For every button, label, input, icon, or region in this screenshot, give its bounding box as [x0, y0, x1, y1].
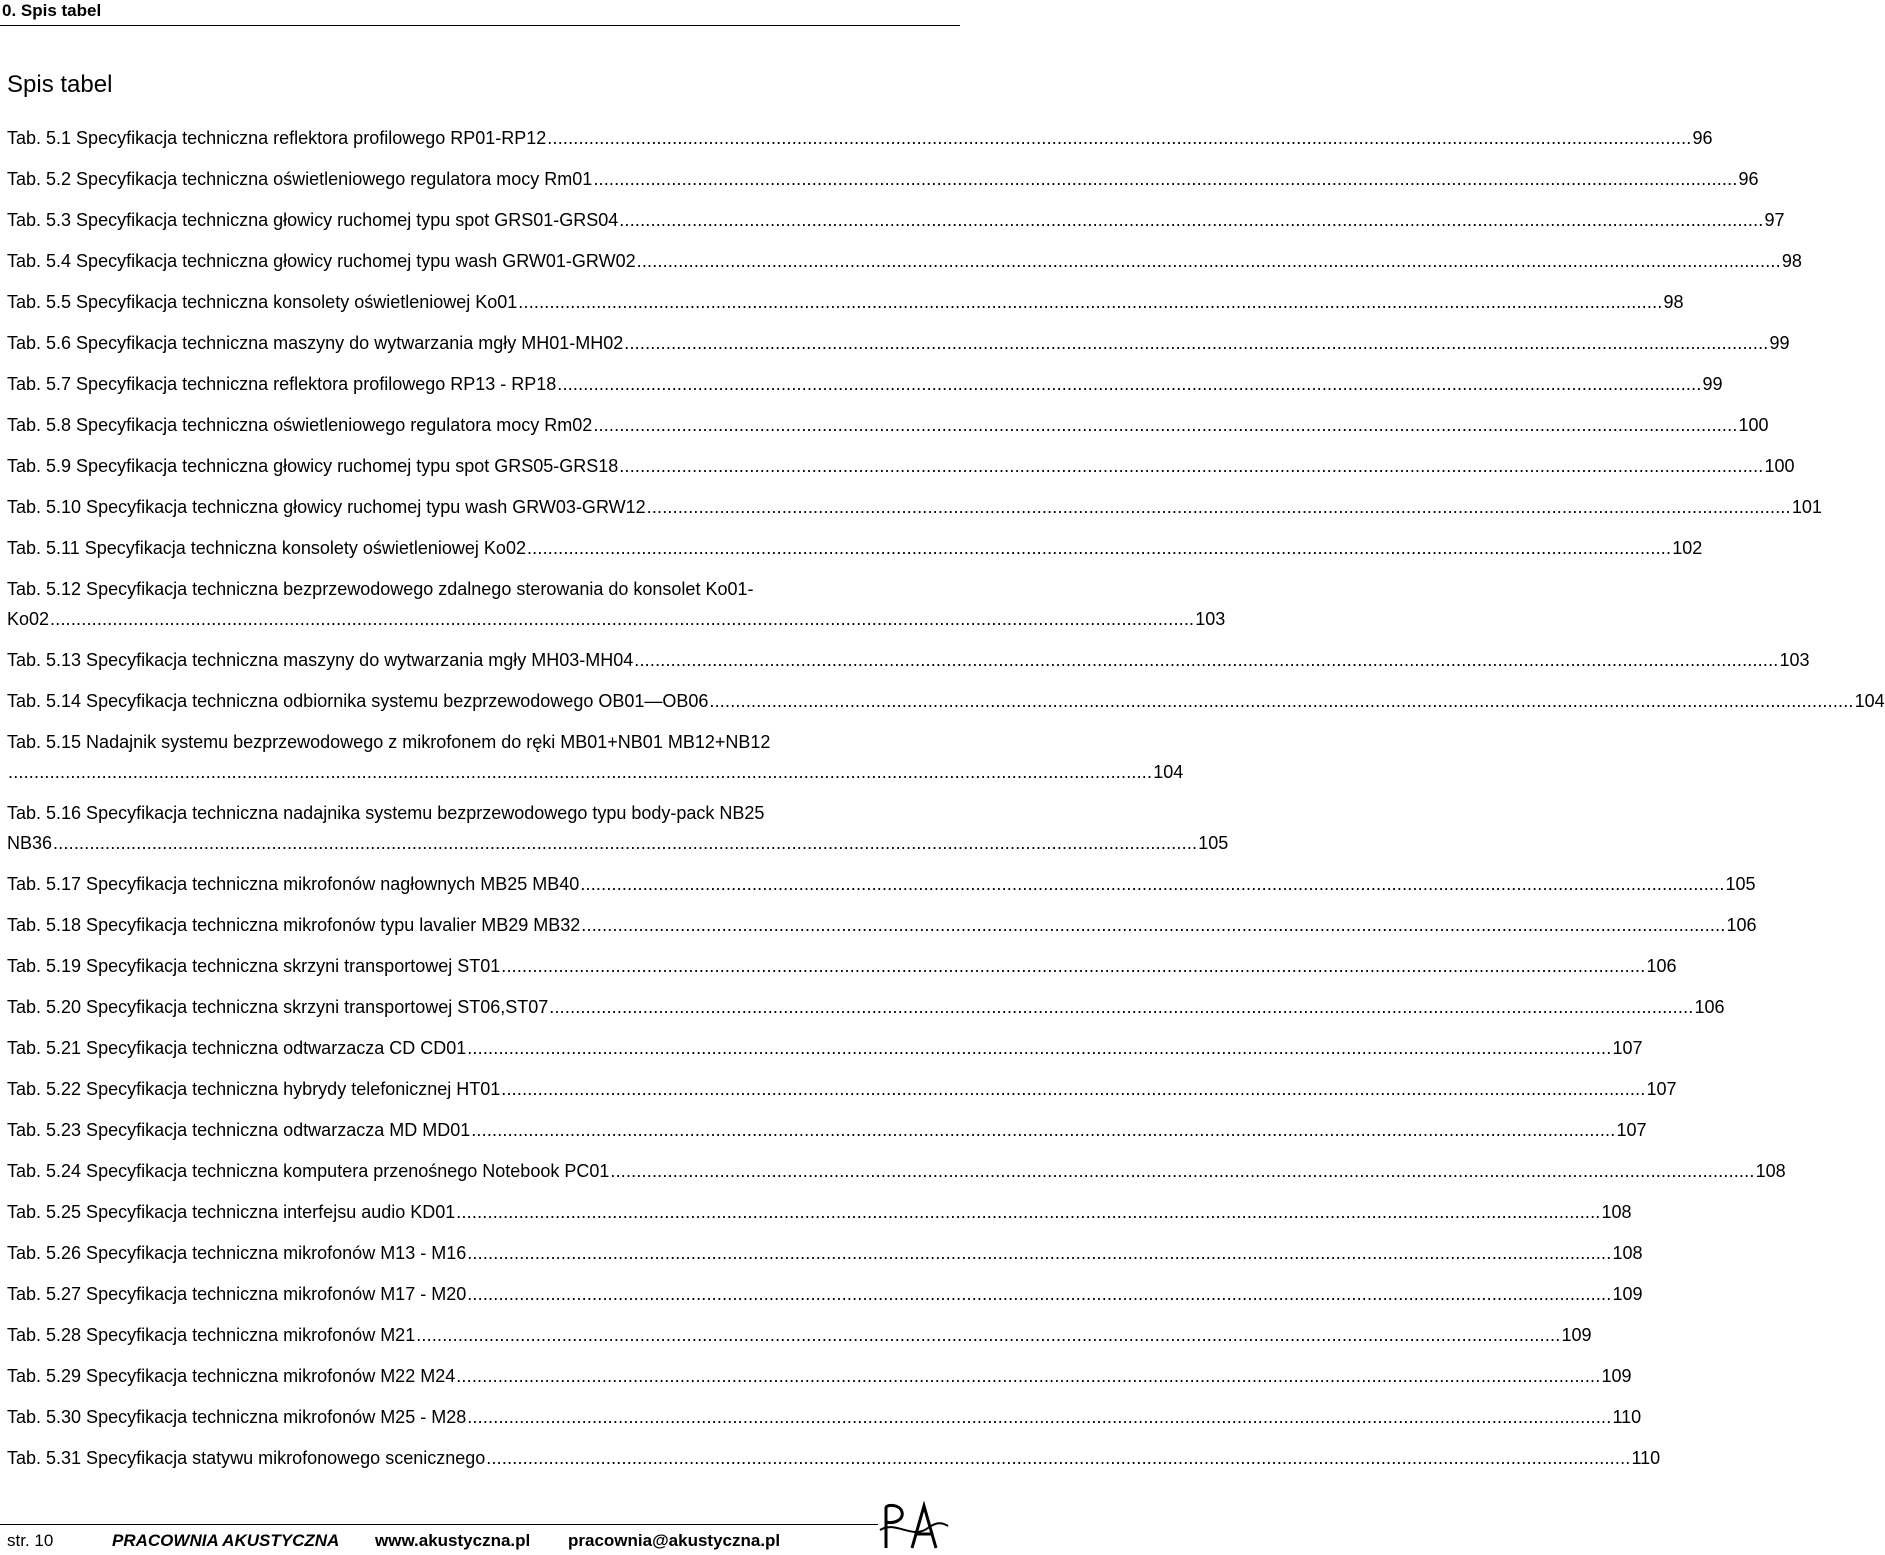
toc-page-number: 107 — [1646, 1079, 1677, 1099]
toc-page-number: 106 — [1646, 956, 1677, 976]
footer-page-number: str. 10 — [7, 1531, 54, 1550]
toc-entry-text: Tab. 5.16 Specyfikacja techniczna nadajnika systemu bezprzewodowego typu body-pack NB25 — [7, 803, 765, 823]
toc-entry-text: Tab. 5.14 Specyfikacja techniczna odbiornika systemu bezprzewodowego OB01—OB06 — [7, 691, 709, 711]
toc-entry[interactable] — [7, 126, 1713, 150]
toc-entry[interactable] — [7, 648, 1810, 672]
toc-entry-text: Tab. 5.12 Specyfikacja techniczna bezprzewodowego zdalnego sterowania do konsolet Ko01- — [7, 579, 754, 599]
toc-entry[interactable] — [7, 1323, 1592, 1347]
toc-entry-text: Tab. 5.8 Specyfikacja techniczna oświetleniowego regulatora mocy Rm02 — [7, 415, 593, 435]
toc-entry-continuation[interactable] — [7, 760, 1184, 784]
toc-page-number: 104 — [1854, 691, 1885, 711]
toc-page-number: 97 — [1764, 210, 1785, 230]
toc-entry[interactable] — [7, 413, 1769, 437]
toc-entry[interactable] — [7, 208, 1785, 232]
toc-entry[interactable] — [7, 331, 1790, 355]
toc-leader-dots: ............................................................................................................................................................................................................................ — [547, 128, 1692, 148]
toc-entry[interactable] — [7, 1200, 1632, 1224]
page-title: Spis tabel — [7, 71, 113, 98]
toc-entry[interactable] — [7, 1446, 1661, 1470]
toc-page-number: 110 — [1612, 1407, 1642, 1427]
toc-leader-dots: ............................................................................................................................................................................................................................ — [456, 1366, 1601, 1386]
toc-entry-line[interactable] — [7, 730, 948, 754]
toc-leader-dots: ............................................................................................................................................................................................................................ — [467, 1284, 1612, 1304]
toc-entry-text: Tab. 5.17 Specyfikacja techniczna mikrofonów nagłownych MB25 MB40 — [7, 874, 580, 894]
toc-leader-dots: ............................................................................................................................................................................................................................ — [580, 874, 1725, 894]
toc-page-number: 103 — [1779, 650, 1810, 670]
toc-entry[interactable] — [7, 1241, 1643, 1265]
toc-page-number: 100 — [1764, 456, 1795, 476]
footer-email: pracownia@akustyczna.pl — [568, 1531, 781, 1550]
toc-leader-dots: ............................................................................................................................................................................................................................ — [53, 833, 1198, 853]
toc-entry-text: Tab. 5.11 Specyfikacja techniczna konsolety oświetleniowej Ko02 — [7, 538, 526, 558]
toc-page-number: 98 — [1663, 292, 1684, 312]
toc-leader-dots: ............................................................................................................................................................................................................................ — [467, 1038, 1612, 1058]
toc-page-number: 107 — [1612, 1038, 1643, 1058]
toc-entry[interactable] — [7, 1405, 1642, 1429]
toc-entry[interactable] — [7, 995, 1725, 1019]
toc-entry-text: Tab. 5.25 Specyfikacja techniczna interfejsu audio KD01 — [7, 1202, 456, 1222]
toc-leader-dots: ............................................................................................................................................................................................................................ — [557, 374, 1702, 394]
footer-company: PRACOWNIA AKUSTYCZNA — [112, 1531, 340, 1550]
toc-entry[interactable] — [7, 372, 1723, 396]
toc-page-number: 99 — [1702, 374, 1723, 394]
toc-leader-dots: ............................................................................................................................................................................................................................ — [518, 292, 1663, 312]
toc-page-number: 96 — [1692, 128, 1713, 148]
page-header — [0, 0, 960, 26]
toc-leader-dots: ............................................................................................................................................................................................................................ — [619, 210, 1764, 230]
toc-page-number: 108 — [1612, 1243, 1643, 1263]
toc-entry[interactable] — [7, 249, 1802, 273]
toc-leader-dots: ............................................................................................................................................................................................................................ — [526, 538, 1672, 558]
toc-leader-dots: ............................................................................................................................................................................................................................ — [593, 169, 1738, 189]
toc-entry-text: Tab. 5.24 Specyfikacja techniczna komputera przenośnego Notebook PC01 — [7, 1161, 610, 1181]
toc-entry[interactable] — [7, 495, 1822, 519]
toc-entry-text: Tab. 5.22 Specyfikacja techniczna hybrydy telefonicznej HT01 — [7, 1079, 501, 1099]
toc-entry-text: Tab. 5.31 Specyfikacja statywu mikrofonowego scenicznego — [7, 1448, 486, 1468]
toc-leader-dots: ............................................................................................................................................................................................................................ — [646, 497, 1791, 517]
toc-page-number: 100 — [1738, 415, 1769, 435]
toc-leader-dots: ............................................................................................................................................................................................................................ — [549, 997, 1694, 1017]
toc-entry-line[interactable] — [7, 577, 948, 601]
toc-page-number: 96 — [1738, 169, 1759, 189]
toc-entry[interactable] — [7, 1159, 1786, 1183]
toc-page-number: 110 — [1631, 1448, 1661, 1468]
toc-entry[interactable] — [7, 1036, 1643, 1060]
pa-logo — [878, 1500, 950, 1552]
toc-entry-text: Tab. 5.28 Specyfikacja techniczna mikrofonów M21 — [7, 1325, 416, 1345]
toc-leader-dots: ............................................................................................................................................................................................................................ — [467, 1407, 1612, 1427]
toc-entry-text: Tab. 5.27 Specyfikacja techniczna mikrofonów M17 - M20 — [7, 1284, 467, 1304]
toc-entry[interactable] — [7, 689, 1885, 713]
toc-leader-dots: ............................................................................................................................................................................................................................ — [501, 1079, 1646, 1099]
toc-leader-dots: ............................................................................................................................................................................................................................ — [636, 251, 1781, 271]
toc-leader-dots: ............................................................................................................................................................................................................................ — [619, 456, 1764, 476]
toc-entry-text: Tab. 5.5 Specyfikacja techniczna konsolety oświetleniowej Ko01 — [7, 292, 518, 312]
toc-page-number: 98 — [1781, 251, 1802, 271]
toc-entry[interactable] — [7, 454, 1795, 478]
toc-entry-text: Tab. 5.30 Specyfikacja techniczna mikrofonów M25 - M28 — [7, 1407, 467, 1427]
toc-entry[interactable] — [7, 290, 1684, 314]
toc-leader-dots: ............................................................................................................................................................................................................................ — [416, 1325, 1561, 1345]
toc-entry[interactable] — [7, 536, 1703, 560]
toc-leader-dots: ............................................................................................................................................................................................................................ — [501, 956, 1646, 976]
toc-page-number: 105 — [1725, 874, 1756, 894]
toc-leader-dots: ............................................................................................................................................................................................................................ — [593, 415, 1738, 435]
toc-page-number: 106 — [1694, 997, 1725, 1017]
toc-entry-text: Tab. 5.13 Specyfikacja techniczna maszyny do wytwarzania mgły MH03-MH04 — [7, 650, 634, 670]
toc-entry-text: Tab. 5.26 Specyfikacja techniczna mikrofonów M13 - M16 — [7, 1243, 467, 1263]
footer-website: www.akustyczna.pl — [375, 1531, 531, 1550]
toc-page-number: 101 — [1791, 497, 1822, 517]
toc-entry[interactable] — [7, 872, 1756, 896]
toc-entry-text: Tab. 5.21 Specyfikacja techniczna odtwarzacza CD CD01 — [7, 1038, 467, 1058]
toc-entry[interactable] — [7, 1118, 1647, 1142]
toc-page-number: 106 — [1726, 915, 1757, 935]
footer-rule — [0, 1524, 878, 1525]
toc-entry-line[interactable] — [7, 801, 948, 825]
toc-entry[interactable] — [7, 1077, 1677, 1101]
toc-entry-text: Tab. 5.2 Specyfikacja techniczna oświetleniowego regulatora mocy Rm01 — [7, 169, 593, 189]
toc-entry-text: Tab. 5.29 Specyfikacja techniczna mikrofonów M22 M24 — [7, 1366, 456, 1386]
toc-leader-dots: ............................................................................................................................................................................................................................ — [471, 1120, 1616, 1140]
toc-entry[interactable] — [7, 167, 1759, 191]
toc-page-number: 104 — [1153, 762, 1184, 782]
toc-page-number: 103 — [1195, 609, 1226, 629]
toc-entry-text: Tab. 5.18 Specyfikacja techniczna mikrofonów typu lavalier MB29 MB32 — [7, 915, 581, 935]
toc-entry[interactable] — [7, 954, 1677, 978]
page-footer — [0, 1530, 960, 1555]
toc-entry-text: Tab. 5.20 Specyfikacja techniczna skrzyni transportowej ST06,ST07 — [7, 997, 549, 1017]
toc-entry[interactable] — [7, 913, 1757, 937]
toc-leader-dots: ............................................................................................................................................................................................................................ — [50, 609, 1195, 629]
header-title: 0. Spis tabel — [2, 1, 102, 20]
toc-entry-continuation[interactable] — [7, 607, 1226, 631]
toc-leader-dots: ............................................................................................................................................................................................................................ — [467, 1243, 1612, 1263]
toc-entry-text-continued: NB36 — [7, 833, 53, 853]
toc-page-number: 108 — [1601, 1202, 1632, 1222]
toc-leader-dots: ............................................................................................................................................................................................................................ — [456, 1202, 1601, 1222]
toc-entry-text: Tab. 5.19 Specyfikacja techniczna skrzyni transportowej ST01 — [7, 956, 501, 976]
toc-entry-continuation[interactable] — [7, 831, 1229, 855]
toc-entry-text: Tab. 5.3 Specyfikacja techniczna głowicy ruchomej typu spot GRS01-GRS04 — [7, 210, 619, 230]
toc-entry-text-continued: Ko02 — [7, 609, 50, 629]
toc-entry-text: Tab. 5.10 Specyfikacja techniczna głowicy ruchomej typu wash GRW03-GRW12 — [7, 497, 646, 517]
toc-leader-dots: ............................................................................................................................................................................................................................ — [486, 1448, 1631, 1468]
toc-entry-text: Tab. 5.15 Nadajnik systemu bezprzewodowego z mikrofonem do ręki MB01+NB01 MB12+NB12 — [7, 732, 771, 752]
toc-entry-text: Tab. 5.1 Specyfikacja techniczna reflektora profilowego RP01-RP12 — [7, 128, 547, 148]
toc-entry-text: Tab. 5.4 Specyfikacja techniczna głowicy ruchomej typu wash GRW01-GRW02 — [7, 251, 636, 271]
toc-leader-dots: ............................................................................................................................................................................................................................ — [610, 1161, 1755, 1181]
toc-entry-text: Tab. 5.23 Specyfikacja techniczna odtwarzacza MD MD01 — [7, 1120, 471, 1140]
toc-entry-text: Tab. 5.6 Specyfikacja techniczna maszyny do wytwarzania mgły MH01-MH02 — [7, 333, 624, 353]
toc-page-number: 107 — [1616, 1120, 1647, 1140]
header-rule — [0, 25, 960, 26]
toc-leader-dots: ............................................................................................................................................................................................................................ — [624, 333, 1769, 353]
toc-leader-dots: ............................................................................................................................................................................................................................ — [634, 650, 1779, 670]
toc-leader-dots: ............................................................................................................................................................................................................................ — [8, 762, 1153, 782]
toc-page-number: 105 — [1198, 833, 1229, 853]
toc-page-number: 99 — [1769, 333, 1790, 353]
toc-page-number: 109 — [1612, 1284, 1643, 1304]
toc-entry[interactable] — [7, 1364, 1632, 1388]
toc-page-number: 108 — [1755, 1161, 1786, 1181]
toc-leader-dots: ............................................................................................................................................................................................................................ — [709, 691, 1854, 711]
toc-entry-text: Tab. 5.7 Specyfikacja techniczna reflektora profilowego RP13 - RP18 — [7, 374, 557, 394]
toc-page-number: 109 — [1601, 1366, 1632, 1386]
toc-leader-dots: ............................................................................................................................................................................................................................ — [581, 915, 1726, 935]
toc-entry-text: Tab. 5.9 Specyfikacja techniczna głowicy ruchomej typu spot GRS05-GRS18 — [7, 456, 619, 476]
toc-page-number: 109 — [1561, 1325, 1592, 1345]
toc-entry[interactable] — [7, 1282, 1643, 1306]
toc-page-number: 102 — [1672, 538, 1703, 558]
